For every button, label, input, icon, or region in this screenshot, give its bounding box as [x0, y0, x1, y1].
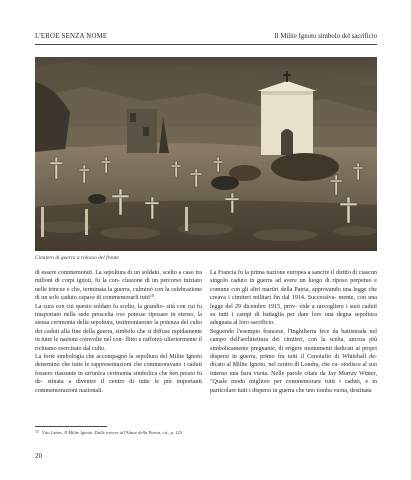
text-line: un luogo di riposo perpetuo e comune con gli altri	[210, 278, 377, 293]
footnote-rule	[35, 426, 107, 427]
text-line: Milite Ignoto determinò che tutte le rappresentazioni	[35, 354, 202, 369]
page-number: 20	[35, 452, 42, 460]
text-line: con la scelta, ancora più simbolicamente pregnante,	[210, 337, 377, 352]
footnote-author: Vito Lattes,	[41, 430, 64, 436]
text-line: battistrada nel campo dell'architettura dei cimiteri,	[210, 328, 377, 344]
right-paragraph-2	[210, 328, 377, 395]
right-paragraph-1	[210, 269, 377, 328]
text-line: un'unica cerimonia simbolica che ben presto fu de-	[35, 370, 203, 386]
text-line: guerra, primo fra tutti il Cenotafio di Whitehall de-	[239, 354, 377, 361]
text-line: per commemorare tutti i caduti, e in particolare tutti	[210, 379, 377, 394]
text-line: creava i cimiteri militari fin dal 1914. Successiva-	[210, 295, 337, 302]
text-line: di erigere monumenti dedicati ai propri dispersi in	[210, 345, 377, 361]
text-line: martiri della Patria, approvando una legge che	[262, 286, 378, 293]
photo-caption: Cimitero di guerra a ridosso del fronte	[35, 255, 119, 261]
running-header-right: Il Milite Ignoto simbolo del sacrificio	[274, 33, 377, 40]
text-line: clusione di un percorso iniziato nelle trincee e che,	[35, 278, 202, 293]
text-line: dal culto.	[83, 345, 106, 352]
text-line: caduti alla fine della guerra, simbolo che si diffuse	[44, 328, 171, 335]
text-line: battaglia per dare loro una degna sepoltura adeguata	[210, 312, 378, 327]
text-line: La Francia fu la prima nazione europea a sancire il	[210, 270, 335, 276]
text-line: terminata la guerra, culminò con la celebrazione di	[35, 286, 202, 302]
text-line: potesse riposare in eterno, la stessa cerimonia della	[35, 312, 203, 327]
header-rule	[35, 44, 377, 45]
text-line: mente, con una legge del 29 dicembre 1915, prov-	[210, 295, 377, 310]
footnote-rest: cit., p. 125.	[162, 430, 184, 436]
text-line: flitto e rafforzò ulteriormente il richiamo esercitato	[35, 337, 202, 352]
text-line: Seguendo l'esempio francese, l'Inghilterra fece da	[210, 328, 339, 335]
text-line: rapidamente in tutte le nazioni coinvolte nel con-	[35, 328, 202, 344]
left-paragraph-1	[35, 269, 202, 303]
left-column	[35, 269, 202, 395]
footnote-number: 10	[35, 430, 39, 434]
running-header-left: L'EROE SENZA NOME	[35, 33, 108, 40]
text-line: sità con cui fu trasportato nella sede prescelta ove	[35, 303, 202, 319]
text-line: un solo caduto capace di commemorarli tutti	[41, 295, 150, 302]
text-line: diritto di ciascun singolo caduto in guerra ad avere	[210, 270, 377, 285]
text-line: che commeoravano i caduti fossero riassunte in	[35, 362, 202, 377]
text-line: i dispersi in guerra che uno tomba vuota, destinata	[248, 387, 372, 394]
footnote-title: Il Milite Ignoto. Dalle trincee all'Altare della Patria,	[64, 430, 162, 436]
text-line: La forte simbologia che accompagnò la sepoltura del	[35, 354, 168, 361]
text-line: citate da Jay Murray Winter, "Quale modo migliore	[210, 370, 378, 386]
right-column	[210, 269, 377, 395]
text-line: sepoltura, testimoniarono la potenza del culto dei	[35, 320, 202, 335]
text-line: commemorazioni nazionali.	[35, 387, 104, 394]
text-punct: .	[153, 295, 156, 302]
left-paragraph-3	[35, 353, 202, 395]
text-line: stodisce al suo interno una bara vuota. Nelle parole	[210, 362, 378, 377]
cemetery-photo	[35, 57, 377, 251]
text-line: La cura con cui questo soldato fu scelto, la grandio-	[35, 303, 165, 310]
text-line: stinata a divenire il centro di tutte le più importanti	[47, 379, 202, 386]
text-line: dicato al Milite Ignoto, nel centro di Londra, che cu-	[210, 362, 340, 369]
left-paragraph-2	[35, 303, 202, 353]
text-line: di essere commemorati. La sepoltura di un soldato,	[35, 270, 161, 276]
footnote-ref: 10	[149, 293, 154, 299]
text-line: vide a raccogliere i suoi caduti su tutti i campi di	[210, 303, 377, 319]
text-line: al loro sacrificio.	[233, 320, 275, 327]
text-line: scelto a caso tra milioni di corpi ignoti, fu la con-	[35, 270, 203, 285]
footnote	[35, 430, 183, 435]
